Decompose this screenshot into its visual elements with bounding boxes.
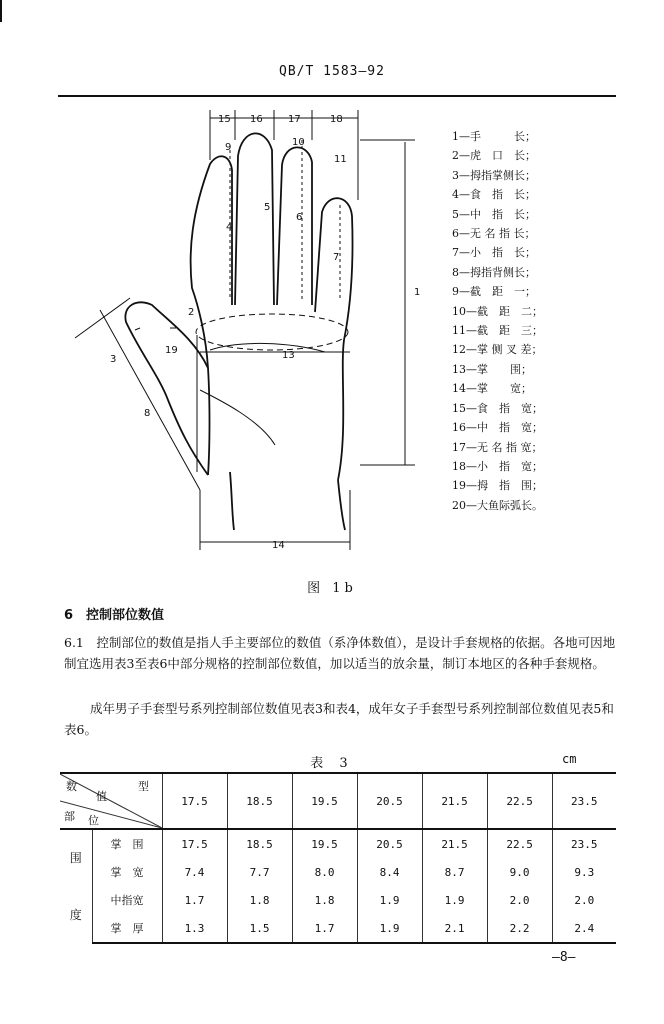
table-3 — [60, 772, 616, 944]
paragraph-tables-ref: 成年男子手套型号系列控制部位数值见表3和表4，成年女子手套型号系列控制部位数值见表5和表6。 — [64, 701, 614, 737]
cell: 9.0 — [487, 858, 552, 886]
table-corner-cell — [60, 773, 162, 829]
dim-10: 10 — [292, 137, 305, 148]
size-col-header: 18.5 — [227, 773, 292, 829]
thumb-outline — [125, 302, 208, 475]
corner-bu: 部 — [64, 810, 75, 823]
corner-wei: 位 — [88, 814, 99, 827]
dim-1: 1 — [414, 287, 421, 298]
legend-item: 13—掌 围； — [452, 362, 532, 376]
legend-item: 1—手 长； — [452, 130, 536, 143]
dim-4: 4 — [226, 222, 233, 233]
corner-xing: 型 — [138, 780, 149, 793]
paragraph-6-1: 6.1 控制部位的数值是指人手主要部位的数值（系净体数值），是设计手套规格的依据。各地可因地制宜选用表3至表6中部分规格的控制部位数值，加以适当的放余量，制订本地区的各种手套规格。 — [64, 635, 616, 671]
row-label: 中指宽 — [92, 886, 162, 914]
size-col-header: 20.5 — [357, 773, 422, 829]
cell: 7.4 — [162, 858, 227, 886]
legend-item: 19—拇 指 围； — [452, 479, 543, 493]
header-rule — [58, 95, 616, 97]
cell: 22.5 — [487, 829, 552, 858]
row-label: 掌 围 — [92, 829, 162, 858]
figure-caption: 图 1b — [307, 581, 357, 596]
legend-item: 10—截 距 二； — [452, 304, 543, 318]
dim-13: 13 — [282, 350, 295, 361]
size-col-header: 21.5 — [422, 773, 487, 829]
legend-item: 16—中 指 宽； — [452, 421, 543, 435]
cell: 8.4 — [357, 858, 422, 886]
legend-item: 6—无 名 指 长； — [452, 227, 536, 241]
legend-item: 12—掌 侧 叉 差； — [452, 343, 543, 357]
cell: 1.5 — [227, 914, 292, 943]
legend-item: 15—食 指 宽； — [452, 401, 543, 415]
group-label-top: 围 — [69, 851, 82, 865]
dim-3: 3 — [110, 354, 117, 365]
cell: 1.8 — [292, 886, 357, 914]
cell: 17.5 — [162, 829, 227, 858]
dim-6: 6 — [296, 212, 303, 223]
table-caption: 表 3 — [310, 756, 354, 771]
size-col-header: 17.5 — [162, 773, 227, 829]
cell: 1.7 — [162, 886, 227, 914]
cell: 1.9 — [357, 914, 422, 943]
cell: 1.3 — [162, 914, 227, 943]
page-number: —8— — [552, 950, 576, 965]
cell: 2.0 — [487, 886, 552, 914]
corner-shu: 数 — [66, 780, 77, 793]
legend-item: 5—中 指 长； — [452, 207, 536, 221]
cell: 2.2 — [487, 914, 552, 943]
cell: 19.5 — [292, 829, 357, 858]
cell: 1.9 — [422, 886, 487, 914]
dim-15: 15 — [218, 114, 231, 125]
dim-19: 19 — [165, 345, 178, 356]
legend-item: 4—食 指 长； — [452, 188, 536, 202]
dim-2: 2 — [188, 307, 195, 318]
table-unit: cm — [562, 752, 577, 766]
cell: 2.0 — [552, 886, 616, 914]
cell: 20.5 — [357, 829, 422, 858]
cell: 2.1 — [422, 914, 487, 943]
dim-5: 5 — [264, 202, 271, 213]
table-row — [60, 858, 616, 886]
legend-item: 14—掌 宽； — [452, 382, 532, 396]
size-col-header: 23.5 — [552, 773, 616, 829]
dim-18: 18 — [330, 114, 343, 125]
cell: 9.3 — [552, 858, 616, 886]
dim-8: 8 — [144, 408, 151, 419]
row-label: 掌 厚 — [92, 914, 162, 943]
figure-legend — [452, 127, 543, 515]
dim-7: 7 — [333, 252, 340, 263]
dim-11: 11 — [334, 154, 347, 165]
dim-17: 17 — [288, 114, 301, 125]
palm-girth-dashed — [196, 314, 348, 350]
cell: 1.7 — [292, 914, 357, 943]
table-header-row — [60, 773, 616, 829]
standard-code: QB/T 1583—92 — [279, 64, 385, 79]
cell: 23.5 — [552, 829, 616, 858]
dim-16: 16 — [250, 114, 263, 125]
legend-item: 8—拇指背侧长； — [452, 265, 536, 279]
table-row — [60, 829, 616, 858]
group-label-bottom: 度 — [69, 907, 82, 922]
hand-measurement-figure — [60, 100, 440, 570]
cell: 21.5 — [422, 829, 487, 858]
legend-item: 3—拇指掌侧长； — [452, 168, 536, 182]
legend-item: 9—截 距 一； — [452, 285, 536, 299]
legend-item: 11—截 距 三； — [452, 324, 543, 338]
dim-9: 9 — [225, 142, 232, 153]
page-edge-mark — [0, 0, 2, 22]
table-row — [60, 886, 616, 914]
dim-14: 14 — [272, 540, 285, 551]
legend-item: 20—大鱼际弧长。 — [452, 498, 543, 512]
cell: 7.7 — [227, 858, 292, 886]
cell: 2.4 — [552, 914, 616, 943]
section-heading: 6 控制部位数值 — [64, 608, 165, 623]
cell: 1.9 — [357, 886, 422, 914]
cell: 8.7 — [422, 858, 487, 886]
legend-item: 18—小 指 宽； — [452, 459, 543, 473]
legend-item: 7—小 指 长； — [452, 246, 536, 260]
row-label: 掌 宽 — [92, 858, 162, 886]
cell: 8.0 — [292, 858, 357, 886]
size-col-header: 22.5 — [487, 773, 552, 829]
cell: 18.5 — [227, 829, 292, 858]
cell: 1.8 — [227, 886, 292, 914]
corner-zhi: 值 — [96, 790, 107, 803]
table-row — [60, 914, 616, 943]
size-col-header: 19.5 — [292, 773, 357, 829]
hand-outline — [191, 133, 353, 480]
legend-item: 2—虎 口 长； — [452, 149, 536, 163]
legend-item: 17—无 名 指 宽； — [452, 440, 543, 454]
